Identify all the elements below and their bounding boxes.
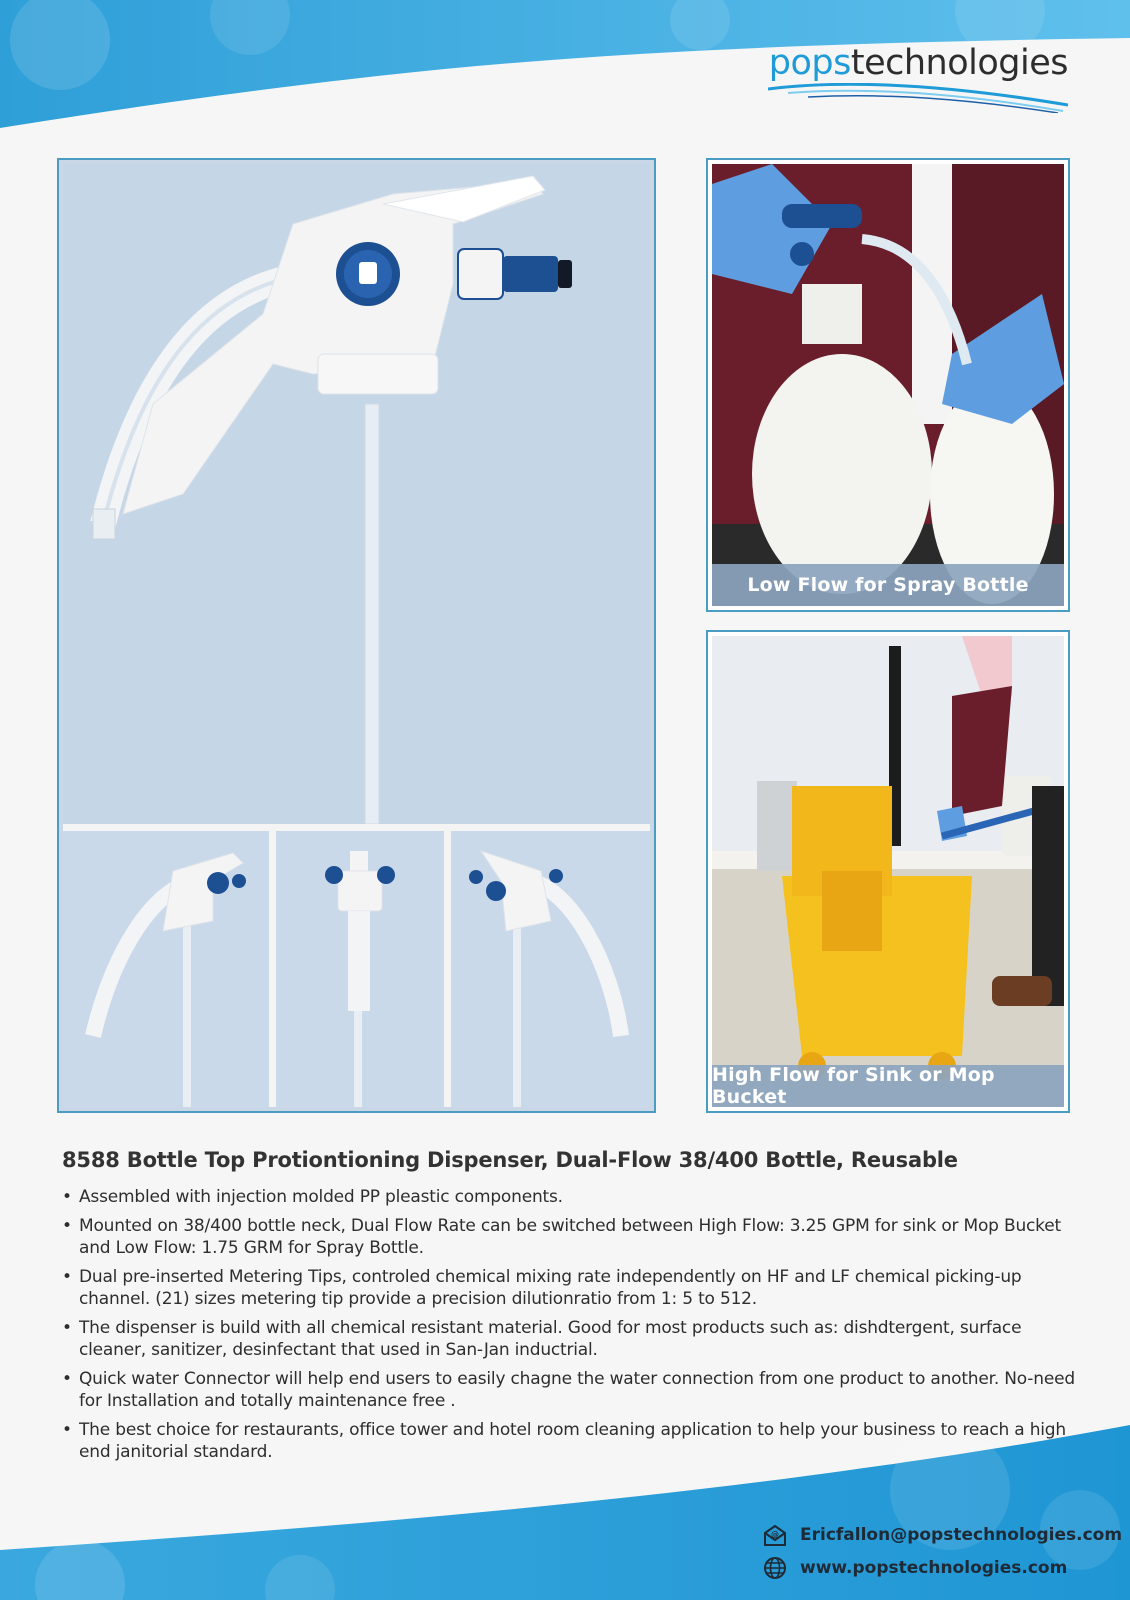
gallery-divider bbox=[444, 831, 451, 1107]
product-thumbnail-left bbox=[63, 831, 269, 1107]
logo-swoosh-icon bbox=[768, 83, 1068, 113]
high-flow-caption: High Flow for Sink or Mop Bucket bbox=[712, 1065, 1064, 1107]
contact-email-text[interactable]: Ericfallon@popstechnologies.com bbox=[800, 1525, 1123, 1545]
low-flow-caption: Low Flow for Spray Bottle bbox=[712, 564, 1064, 606]
feature-item: • Dual pre-inserted Metering Tips, controled chemical mixing rate independently on HF and LF chemical picking-up channel. (21) sizes metering tip provide a precision dilutionratio from 1: 5 to 512. bbox=[62, 1266, 1092, 1310]
gallery-divider bbox=[63, 824, 650, 831]
contact-website-text[interactable]: www.popstechnologies.com bbox=[800, 1558, 1068, 1578]
feature-item: • The dispenser is build with all chemical resistant material. Good for most products such as: dishdtergent, surface cleaner, sanitizer, desinfectant that used in San-Jan inductrial. bbox=[62, 1317, 1092, 1361]
feature-item: • Mounted on 38/400 bottle neck, Dual Flow Rate can be switched between High Flow: 3.25 GPM for sink or Mop Bucket and Low Flow: 1.75 GRM for Spray Bottle. bbox=[62, 1215, 1092, 1259]
low-flow-photo bbox=[706, 158, 1070, 612]
svg-text:@: @ bbox=[771, 1530, 779, 1539]
feature-item: • Quick water Connector will help end users to easily chagne the water connection from one product to another. No-need for Installation and totally maintenance free . bbox=[62, 1368, 1092, 1412]
product-image-gallery bbox=[57, 158, 656, 1113]
high-flow-photo bbox=[706, 630, 1070, 1113]
brand-logo-technologies: technologies bbox=[850, 43, 1068, 83]
brand-logo-pops: pops bbox=[768, 43, 851, 83]
globe-icon bbox=[762, 1555, 788, 1581]
brand-logo bbox=[768, 43, 1068, 113]
contact-email[interactable] bbox=[762, 1522, 1122, 1548]
product-title: 8588 Bottle Top Protiontioning Dispenser, Dual-Flow 38/400 Bottle, Reusable bbox=[62, 1148, 958, 1172]
contact-website[interactable] bbox=[762, 1555, 1067, 1581]
feature-item: • The best choice for restaurants, office tower and hotel room cleaning application to help your business to reach a high end janitorial standard. bbox=[62, 1419, 1092, 1463]
gallery-divider bbox=[269, 831, 276, 1107]
product-thumbnail-center bbox=[276, 831, 444, 1107]
product-main-image bbox=[63, 164, 650, 824]
feature-item: • Assembled with injection molded PP pleastic components. bbox=[62, 1186, 1092, 1208]
email-icon bbox=[762, 1522, 788, 1548]
product-thumbnail-right bbox=[451, 831, 650, 1107]
